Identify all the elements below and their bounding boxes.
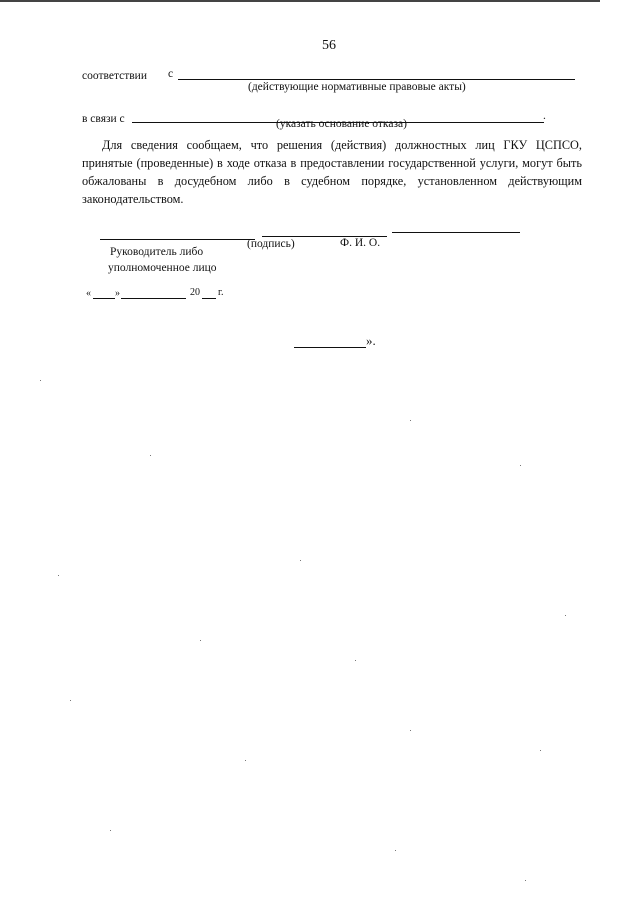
- scan-speck: [245, 760, 246, 761]
- conformity-blank[interactable]: [178, 79, 575, 80]
- scan-top-edge: [0, 0, 600, 2]
- closing-blank[interactable]: [294, 347, 366, 348]
- scan-speck: [520, 465, 521, 466]
- closing-quote: ».: [366, 333, 376, 348]
- page-number: 56: [322, 38, 336, 53]
- scan-speck: [525, 880, 526, 881]
- scan-speck: [300, 560, 301, 561]
- signature-caption: (подпись): [247, 238, 295, 250]
- reason-end-dot: .: [543, 110, 546, 122]
- scan-speck: [355, 660, 356, 661]
- scan-speck: [200, 640, 201, 641]
- scan-speck: [395, 850, 396, 851]
- conformity-label: соответствии: [82, 70, 147, 82]
- scan-speck: [58, 575, 59, 576]
- position-signature-line[interactable]: [100, 239, 255, 240]
- scan-speck: [150, 455, 151, 456]
- full-name-line[interactable]: [392, 232, 520, 233]
- position-label-line2: уполномоченное лицо: [108, 262, 217, 274]
- scan-speck: [110, 830, 111, 831]
- scan-speck: [410, 420, 411, 421]
- conformity-prefix: с: [168, 68, 174, 80]
- date-close-quote: »: [115, 288, 120, 299]
- date-month-blank[interactable]: [121, 298, 186, 299]
- date-year-blank[interactable]: [202, 298, 216, 299]
- date-year-suffix: г.: [218, 287, 224, 298]
- scan-speck: [410, 730, 411, 731]
- date-day-blank[interactable]: [93, 298, 115, 299]
- date-year-prefix: 20: [190, 287, 200, 298]
- full-name-caption: Ф. И. О.: [340, 237, 381, 249]
- scan-speck: [70, 700, 71, 701]
- appeal-notice-paragraph: Для сведения сообщаем, что решения (действия) должностных лиц ГКУ ЦСПСО, принятые (проведенные) в ходе отказа в предоставлении государственной услуги, могут быть обжалованы в досудебном либо в судебном порядке, установленном действующим законодательством.: [82, 138, 582, 206]
- scan-speck: [540, 750, 541, 751]
- reason-caption: (указать основание отказа): [276, 118, 407, 130]
- position-label-line1: Руководитель либо: [110, 246, 204, 258]
- scan-speck: [40, 380, 41, 381]
- conformity-caption: (действующие нормативные правовые акты): [248, 81, 466, 93]
- date-open-quote: «: [86, 288, 91, 299]
- scan-speck: [565, 615, 566, 616]
- reason-label: в связи с: [82, 113, 125, 125]
